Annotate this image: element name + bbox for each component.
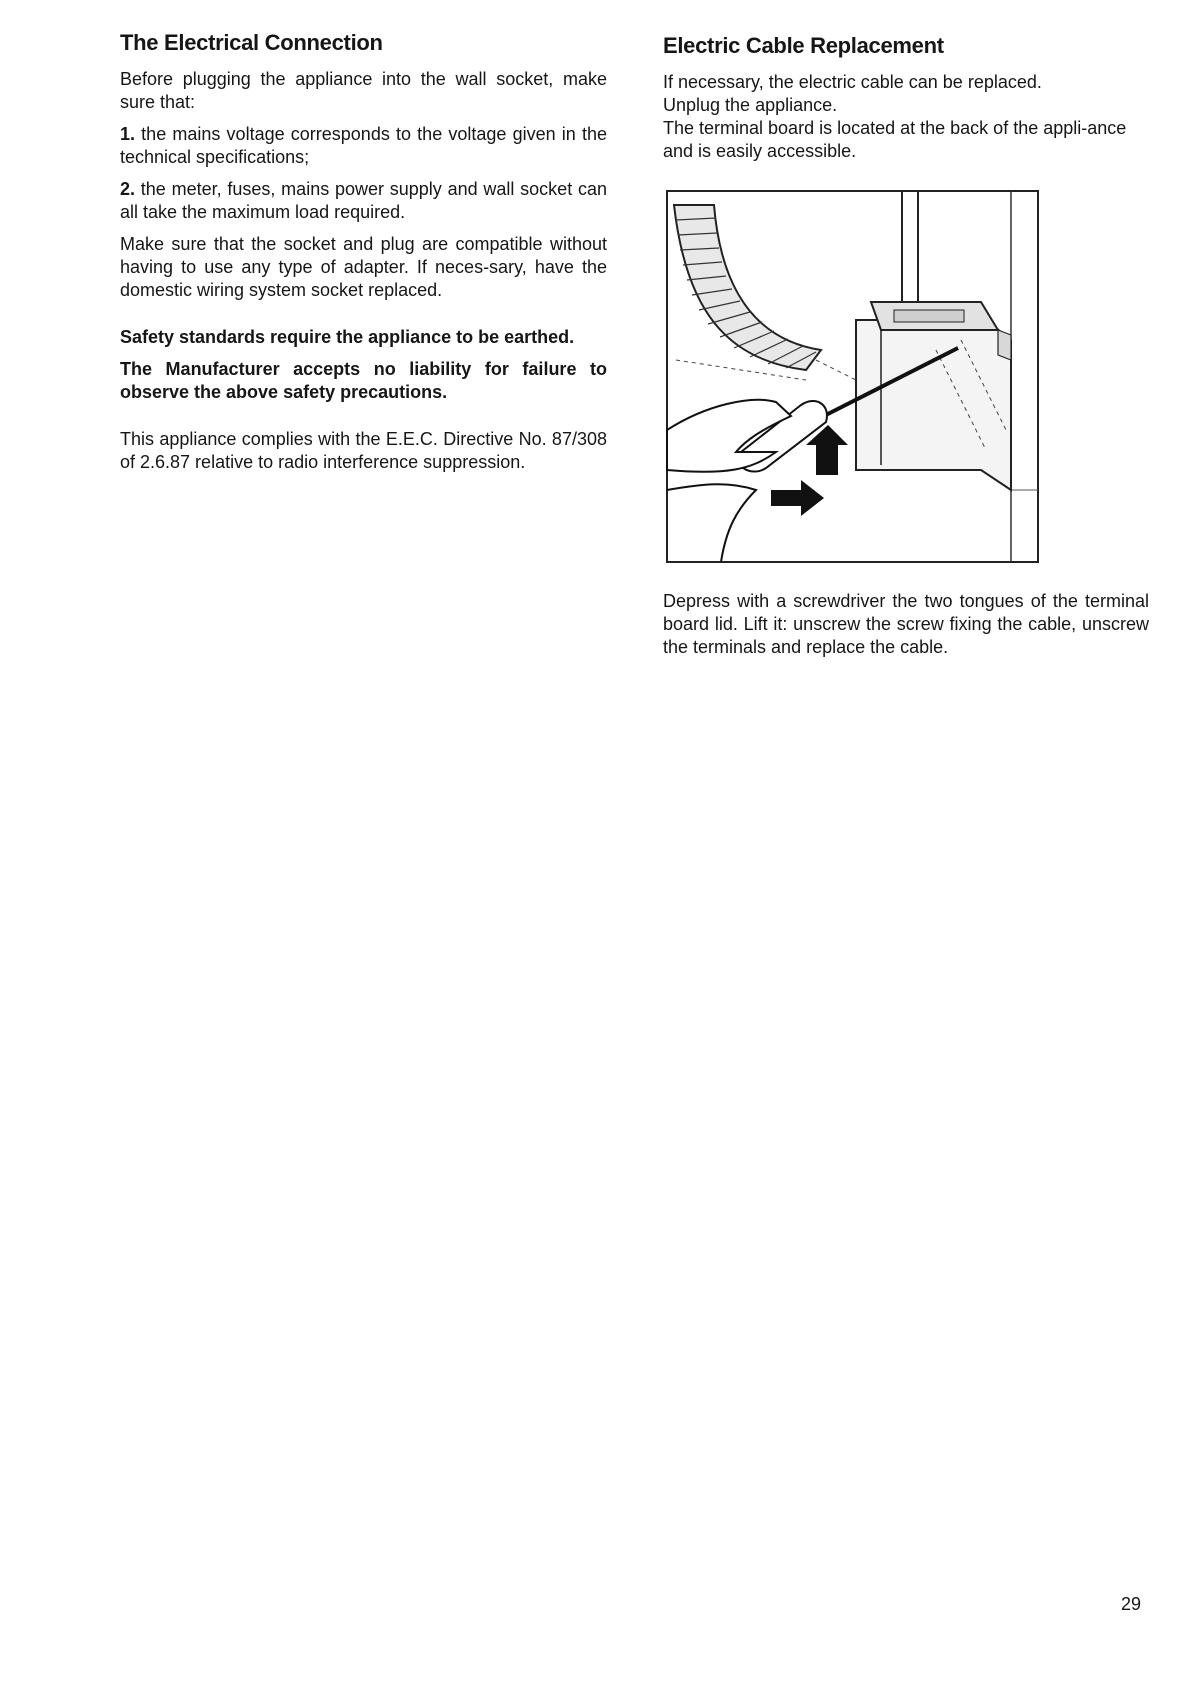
compatibility-paragraph: Make sure that the socket and plug are compatible without having to use any type of adapter. If neces-sary, have the domestic wiring system socket replaced. xyxy=(120,234,607,300)
intro-line: If necessary, the electric cable can be replaced. xyxy=(663,72,1042,92)
liability-paragraph: The Manufacturer accepts no liability for failure to observe the above safety precautions. xyxy=(120,359,607,402)
cable-replacement-heading: Electric Cable Replacement xyxy=(663,33,944,58)
electrical-connection-heading: The Electrical Connection xyxy=(120,30,383,55)
list-item xyxy=(120,123,607,169)
intro-line: The terminal board is located at the back of the appli-ance and is easily accessible. xyxy=(663,118,1127,161)
safety-paragraph: Safety standards require the appliance to be earthed. xyxy=(120,327,575,347)
right-column xyxy=(663,33,1149,163)
item-text: the mains voltage corresponds to the voltage given in the technical specifications; xyxy=(120,124,607,167)
page-number: 29 xyxy=(1121,1594,1142,1614)
directive-paragraph: This appliance complies with the E.E.C. Directive No. 87/308 of 2.6.87 relative to radio interference suppression. xyxy=(120,429,607,472)
list-item xyxy=(120,178,607,224)
item-text: the meter, fuses, mains power supply and wall socket can all take the maximum load required. xyxy=(120,179,607,222)
item-number: 2. xyxy=(120,179,136,199)
intro-paragraph: Before plugging the appliance into the wall socket, make sure that: xyxy=(120,69,607,112)
figure-caption-block xyxy=(663,590,1149,668)
terminal-board-figure xyxy=(666,190,1039,563)
left-column xyxy=(120,30,607,483)
terminal-board-illustration-icon xyxy=(666,190,1039,563)
figure-caption: Depress with a screwdriver the two tongues of the terminal board lid. Lift it: unscrew the screw fixing the cable, unscrew the terminals and replace the cable. xyxy=(663,591,1149,657)
intro-line: Unplug the appliance. xyxy=(663,95,838,115)
item-number: 1. xyxy=(120,124,136,144)
